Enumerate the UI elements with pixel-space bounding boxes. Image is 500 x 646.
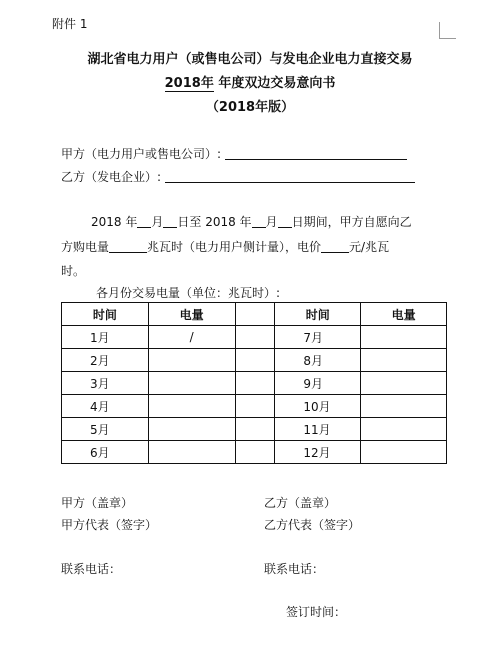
quantity-cell[interactable]: / <box>148 326 235 349</box>
attachment-label: 附件 1 <box>52 17 88 31</box>
text-start-year: 2018 年 <box>91 215 138 229</box>
monthly-quantity-table <box>61 302 447 464</box>
header-quantity: 电量 <box>361 303 447 326</box>
month-cell: 7月 <box>275 326 361 349</box>
month-cell: 2月 <box>62 349 149 372</box>
quantity-cell[interactable] <box>361 326 447 349</box>
table-gap-cell <box>235 418 275 441</box>
text-purchase: 方购电量 <box>61 240 110 254</box>
page-corner-mark <box>439 22 456 39</box>
text-month: 月 <box>151 215 164 229</box>
quantity-cell[interactable] <box>361 441 447 464</box>
document-title-line2 <box>0 72 500 92</box>
body-line1 <box>91 213 412 230</box>
quantity-cell[interactable] <box>361 372 447 395</box>
month-cell: 12月 <box>275 441 361 464</box>
month-cell: 1月 <box>62 326 149 349</box>
month-cell: 11月 <box>275 418 361 441</box>
month-cell: 8月 <box>275 349 361 372</box>
title-rest: 年度双边交易意向书 <box>213 76 336 91</box>
start-day-blank[interactable] <box>163 215 177 228</box>
body-line2 <box>61 238 389 255</box>
text-price: 兆瓦时（电力用户侧计量），电价 <box>147 240 322 254</box>
party-a-representative: 甲方代表（签字） <box>61 518 158 532</box>
end-month-blank[interactable] <box>252 215 266 228</box>
party-b-representative: 乙方代表（签字） <box>264 518 361 532</box>
party-a-seal: 甲方（盖章） <box>61 496 134 510</box>
month-cell: 6月 <box>62 441 149 464</box>
document-title-line3: （2018年版） <box>205 100 295 115</box>
title-year: 2018年 <box>165 72 214 92</box>
quantity-cell[interactable] <box>148 418 235 441</box>
quantity-cell[interactable] <box>361 418 447 441</box>
month-cell: 3月 <box>62 372 149 395</box>
party-b-blank[interactable] <box>165 170 415 183</box>
body-line3: 时。 <box>61 264 86 278</box>
end-day-blank[interactable] <box>278 215 292 228</box>
table-row <box>62 441 447 464</box>
quantity-cell[interactable] <box>148 395 235 418</box>
document-title-line1: 湖北省电力用户（或售电公司）与发电企业电力直接交易 <box>87 52 413 67</box>
table-gap-cell <box>235 395 275 418</box>
party-a-blank[interactable] <box>225 147 407 160</box>
month-cell: 10月 <box>275 395 361 418</box>
start-month-blank[interactable] <box>137 215 151 228</box>
table-row <box>62 372 447 395</box>
quantity-cell[interactable] <box>361 395 447 418</box>
table-row <box>62 418 447 441</box>
month-cell: 4月 <box>62 395 149 418</box>
quantity-blank[interactable] <box>109 240 147 253</box>
table-gap-cell <box>235 441 275 464</box>
party-b-label: 乙方（发电企业）: <box>61 170 162 184</box>
table-row <box>62 349 447 372</box>
table-row <box>62 395 447 418</box>
table-gap-cell <box>235 303 275 326</box>
party-a-phone: 联系电话： <box>61 562 122 576</box>
text-month-2: 月 <box>265 215 278 229</box>
quantity-cell[interactable] <box>148 349 235 372</box>
month-cell: 5月 <box>62 418 149 441</box>
table-gap-cell <box>235 326 275 349</box>
text-to-year: 日至 2018 年 <box>177 215 252 229</box>
table-header-row <box>62 303 447 326</box>
header-time: 时间 <box>62 303 149 326</box>
table-gap-cell <box>235 349 275 372</box>
party-b-seal: 乙方（盖章） <box>264 496 337 510</box>
party-a-label: 甲方（电力用户或售电公司）: <box>61 147 222 161</box>
sign-time: 签订时间： <box>286 605 347 619</box>
header-time: 时间 <box>275 303 361 326</box>
month-cell: 9月 <box>275 372 361 395</box>
quantity-cell[interactable] <box>148 441 235 464</box>
quantity-cell[interactable] <box>148 372 235 395</box>
header-quantity: 电量 <box>148 303 235 326</box>
table-row <box>62 326 447 349</box>
party-b-line <box>61 168 415 185</box>
party-b-phone: 联系电话： <box>264 562 325 576</box>
party-a-line <box>61 145 407 162</box>
text-unit: 元/兆瓦 <box>349 240 390 254</box>
table-gap-cell <box>235 372 275 395</box>
quantity-cell[interactable] <box>361 349 447 372</box>
price-blank[interactable] <box>321 240 349 253</box>
table-caption: 各月份交易电量（单位：兆瓦时）: <box>96 286 281 300</box>
text-period: 日期间，甲方自愿向乙 <box>291 215 412 229</box>
